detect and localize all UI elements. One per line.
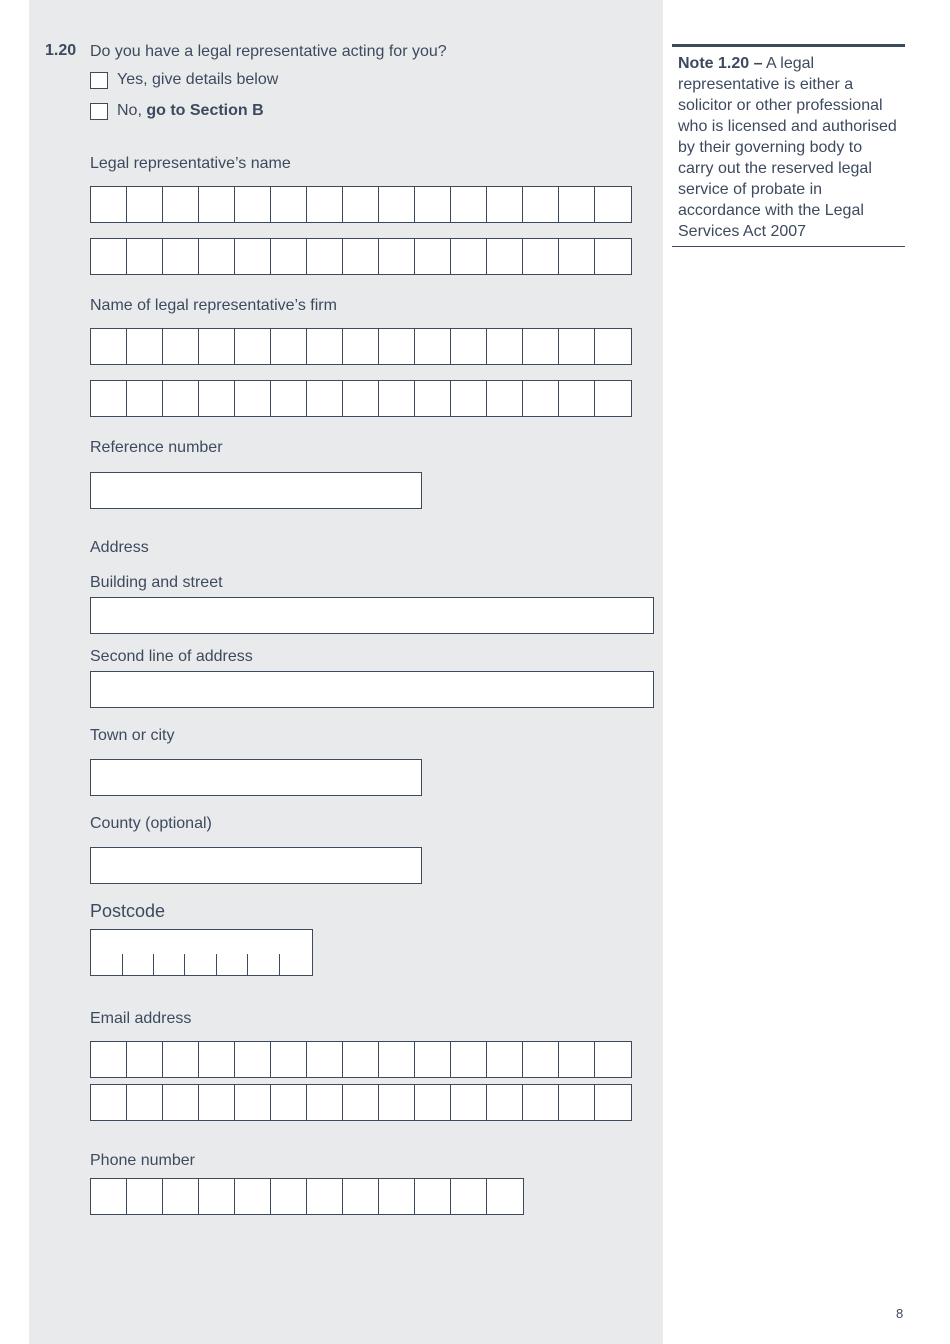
- character-cell[interactable]: [451, 1179, 487, 1214]
- character-cell[interactable]: [379, 381, 415, 416]
- email-field-line2[interactable]: [90, 1084, 632, 1121]
- character-cell[interactable]: [163, 1179, 199, 1214]
- character-cell[interactable]: [487, 1042, 523, 1077]
- character-cell[interactable]: [127, 381, 163, 416]
- character-cell[interactable]: [127, 1085, 163, 1120]
- firm-name-label: Name of legal representative’s firm: [90, 297, 337, 314]
- postcode-divider: [122, 954, 123, 975]
- go-to-section-b: go to Section B: [146, 102, 264, 119]
- character-cell[interactable]: [271, 1085, 307, 1120]
- character-cell[interactable]: [235, 1179, 271, 1214]
- email-field-line1[interactable]: [90, 1041, 632, 1078]
- character-cell[interactable]: [235, 1085, 271, 1120]
- firm-name-field-line2[interactable]: [90, 380, 632, 417]
- town-city-input[interactable]: [90, 759, 422, 796]
- postcode-input[interactable]: [90, 929, 313, 976]
- rep-name-label: Legal representative’s name: [90, 155, 291, 172]
- character-cell[interactable]: [451, 329, 487, 364]
- character-cell[interactable]: [163, 239, 199, 274]
- character-cell[interactable]: [559, 1085, 595, 1120]
- building-street-input[interactable]: [90, 597, 654, 634]
- character-cell[interactable]: [343, 329, 379, 364]
- building-street-label: Building and street: [90, 574, 223, 591]
- character-cell[interactable]: [379, 1179, 415, 1214]
- character-cell[interactable]: [343, 1085, 379, 1120]
- postcode-divider: [153, 954, 154, 975]
- character-cell[interactable]: [451, 187, 487, 222]
- character-cell[interactable]: [343, 239, 379, 274]
- character-cell[interactable]: [595, 1085, 631, 1120]
- postcode-divider: [184, 954, 185, 975]
- character-cell[interactable]: [451, 1085, 487, 1120]
- character-cell[interactable]: [91, 1179, 127, 1214]
- character-cell[interactable]: [199, 1042, 235, 1077]
- character-cell[interactable]: [559, 381, 595, 416]
- character-cell[interactable]: [559, 329, 595, 364]
- character-cell[interactable]: [91, 381, 127, 416]
- character-cell[interactable]: [415, 1085, 451, 1120]
- character-cell[interactable]: [91, 1042, 127, 1077]
- character-cell[interactable]: [307, 381, 343, 416]
- yes-option-label: Yes, give details below: [117, 71, 279, 88]
- note-title: Note 1.20 –: [678, 55, 763, 72]
- phone-field[interactable]: [90, 1178, 524, 1215]
- note-body: A legal representative is either a solicitor or other professional who is licensed and authorised by their governing body to carry out the reserved legal service of probate in accordance with the Legal Services Act 2007: [678, 55, 897, 240]
- character-cell[interactable]: [523, 1042, 559, 1077]
- reference-label: Reference number: [90, 439, 223, 456]
- character-cell[interactable]: [271, 1042, 307, 1077]
- character-cell[interactable]: [451, 239, 487, 274]
- character-cell[interactable]: [595, 381, 631, 416]
- character-cell[interactable]: [379, 187, 415, 222]
- character-cell[interactable]: [343, 1179, 379, 1214]
- character-cell[interactable]: [235, 187, 271, 222]
- character-cell[interactable]: [559, 239, 595, 274]
- character-cell[interactable]: [307, 329, 343, 364]
- postcode-label: Postcode: [90, 901, 166, 921]
- character-cell[interactable]: [415, 381, 451, 416]
- character-cell[interactable]: [199, 239, 235, 274]
- character-cell[interactable]: [415, 1179, 451, 1214]
- character-cell[interactable]: [415, 329, 451, 364]
- yes-checkbox[interactable]: [90, 72, 108, 89]
- character-cell[interactable]: [523, 1085, 559, 1120]
- character-cell[interactable]: [91, 329, 127, 364]
- character-cell[interactable]: [307, 187, 343, 222]
- character-cell[interactable]: [343, 187, 379, 222]
- character-cell[interactable]: [307, 1179, 343, 1214]
- character-cell[interactable]: [91, 239, 127, 274]
- character-cell[interactable]: [523, 187, 559, 222]
- note-rule-top: [672, 44, 905, 47]
- note-1-20: [678, 53, 900, 242]
- no-checkbox[interactable]: [90, 103, 108, 120]
- character-cell[interactable]: [127, 187, 163, 222]
- second-line-input[interactable]: [90, 671, 654, 708]
- town-city-label: Town or city: [90, 727, 175, 744]
- character-cell[interactable]: [379, 239, 415, 274]
- character-cell[interactable]: [199, 1085, 235, 1120]
- character-cell[interactable]: [235, 1042, 271, 1077]
- character-cell[interactable]: [343, 1042, 379, 1077]
- postcode-divider: [247, 954, 248, 975]
- character-cell[interactable]: [487, 329, 523, 364]
- character-cell[interactable]: [307, 1042, 343, 1077]
- character-cell[interactable]: [343, 381, 379, 416]
- character-cell[interactable]: [235, 239, 271, 274]
- character-cell[interactable]: [163, 1042, 199, 1077]
- character-cell[interactable]: [523, 239, 559, 274]
- character-cell[interactable]: [127, 329, 163, 364]
- character-cell[interactable]: [487, 187, 523, 222]
- character-cell[interactable]: [595, 329, 631, 364]
- character-cell[interactable]: [307, 239, 343, 274]
- character-cell[interactable]: [415, 187, 451, 222]
- rep-name-field-line2[interactable]: [90, 238, 632, 275]
- character-cell[interactable]: [271, 381, 307, 416]
- character-cell[interactable]: [163, 381, 199, 416]
- character-cell[interactable]: [415, 239, 451, 274]
- character-cell[interactable]: [199, 381, 235, 416]
- character-cell[interactable]: [271, 187, 307, 222]
- character-cell[interactable]: [199, 329, 235, 364]
- character-cell[interactable]: [451, 1042, 487, 1077]
- character-cell[interactable]: [307, 1085, 343, 1120]
- question-number: 1.20: [45, 42, 77, 59]
- character-cell[interactable]: [163, 187, 199, 222]
- phone-label: Phone number: [90, 1152, 195, 1169]
- character-cell[interactable]: [235, 329, 271, 364]
- postcode-divider: [279, 954, 280, 975]
- character-cell[interactable]: [271, 1179, 307, 1214]
- character-cell[interactable]: [487, 239, 523, 274]
- reference-input[interactable]: [90, 472, 422, 509]
- character-cell[interactable]: [379, 1042, 415, 1077]
- character-cell[interactable]: [163, 329, 199, 364]
- firm-name-field-line1[interactable]: [90, 328, 632, 365]
- county-label: County (optional): [90, 815, 212, 832]
- second-line-label: Second line of address: [90, 648, 253, 665]
- no-option-label: No, go to Section B: [117, 102, 264, 119]
- postcode-divider: [216, 954, 217, 975]
- character-cell[interactable]: [595, 187, 631, 222]
- character-cell[interactable]: [487, 381, 523, 416]
- character-cell[interactable]: [487, 1085, 523, 1120]
- character-cell[interactable]: [91, 1085, 127, 1120]
- character-cell[interactable]: [163, 1085, 199, 1120]
- character-cell[interactable]: [91, 187, 127, 222]
- county-input[interactable]: [90, 847, 422, 884]
- character-cell[interactable]: [523, 381, 559, 416]
- character-cell[interactable]: [559, 1042, 595, 1077]
- character-cell[interactable]: [595, 1042, 631, 1077]
- rep-name-field-line1[interactable]: [90, 186, 632, 223]
- character-cell[interactable]: [559, 187, 595, 222]
- character-cell[interactable]: [379, 1085, 415, 1120]
- character-cell[interactable]: [595, 239, 631, 274]
- email-label: Email address: [90, 1010, 192, 1027]
- question-text: Do you have a legal representative acting for you?: [90, 43, 447, 60]
- character-cell[interactable]: [451, 381, 487, 416]
- character-cell[interactable]: [379, 329, 415, 364]
- character-cell[interactable]: [235, 381, 271, 416]
- character-cell[interactable]: [415, 1042, 451, 1077]
- character-cell[interactable]: [127, 1042, 163, 1077]
- character-cell[interactable]: [199, 1179, 235, 1214]
- character-cell[interactable]: [127, 1179, 163, 1214]
- page-number: 8: [896, 1306, 904, 1321]
- character-cell[interactable]: [199, 187, 235, 222]
- character-cell[interactable]: [523, 329, 559, 364]
- character-cell[interactable]: [487, 1179, 523, 1214]
- character-cell[interactable]: [271, 239, 307, 274]
- character-cell[interactable]: [127, 239, 163, 274]
- note-rule-bottom: [672, 246, 905, 247]
- address-heading: Address: [90, 539, 149, 556]
- character-cell[interactable]: [271, 329, 307, 364]
